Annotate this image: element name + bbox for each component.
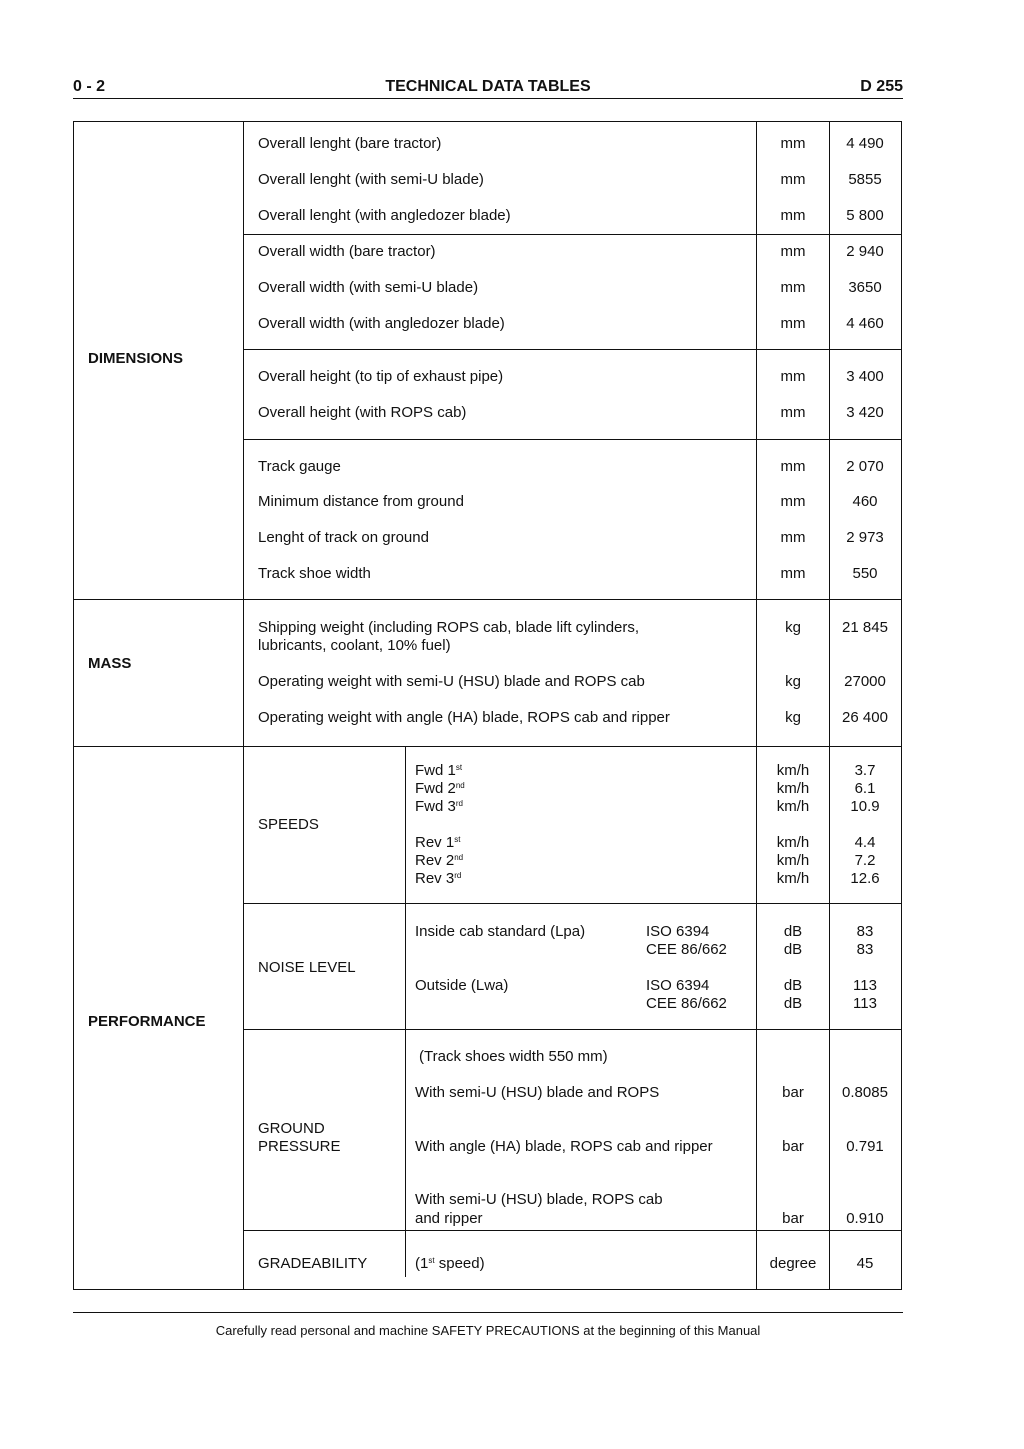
row-label: With semi-U (HSU) blade, ROPS cab bbox=[415, 1191, 663, 1208]
speed-label: Rev 2nd bbox=[415, 852, 464, 869]
row-value: 83 bbox=[856, 923, 874, 940]
ground-title-cont: PRESSURE bbox=[258, 1138, 341, 1155]
row-unit: km/h bbox=[776, 780, 810, 797]
noise-standard: CEE 86/662 bbox=[646, 995, 727, 1012]
row-value: 10.9 bbox=[850, 798, 880, 815]
gradeability-title: GRADEABILITY bbox=[258, 1255, 368, 1272]
row-value: 27000 bbox=[844, 673, 886, 690]
row-unit: mm bbox=[780, 279, 806, 296]
row-unit: mm bbox=[780, 243, 806, 260]
row-unit: dB bbox=[783, 977, 803, 994]
row-label: Lenght of track on ground bbox=[258, 529, 429, 546]
header-rule bbox=[73, 98, 903, 99]
row-label: Overall width (with semi-U blade) bbox=[258, 279, 479, 296]
row-value: 4 460 bbox=[846, 315, 884, 332]
row-value: 0.791 bbox=[846, 1138, 884, 1155]
row-label: Track shoe width bbox=[258, 565, 371, 582]
ground-title: GROUND bbox=[258, 1120, 325, 1137]
row-value: 3.7 bbox=[854, 762, 876, 779]
row-value: 83 bbox=[856, 941, 874, 958]
row-value: 0.910 bbox=[846, 1210, 884, 1227]
section-dimensions: DIMENSIONS bbox=[88, 350, 184, 367]
grid-line bbox=[73, 746, 902, 747]
row-unit: mm bbox=[780, 207, 806, 224]
row-unit: km/h bbox=[776, 852, 810, 869]
row-value: 550 bbox=[852, 565, 878, 582]
row-unit: mm bbox=[780, 315, 806, 332]
row-label: Operating weight with angle (HA) blade, ROPS cab and ripper bbox=[258, 709, 670, 726]
noise-standard: ISO 6394 bbox=[646, 923, 710, 940]
row-value: 5855 bbox=[848, 171, 882, 188]
grid-line bbox=[243, 1029, 902, 1030]
row-value: 3 400 bbox=[846, 368, 884, 385]
row-value: 4.4 bbox=[854, 834, 876, 851]
row-value: 460 bbox=[852, 493, 878, 510]
row-label: Minimum distance from ground bbox=[258, 493, 464, 510]
noise-label: Inside cab standard (Lpa) bbox=[415, 923, 586, 940]
row-value: 4 490 bbox=[846, 135, 884, 152]
row-unit: degree bbox=[769, 1255, 817, 1272]
row-value: 7.2 bbox=[854, 852, 876, 869]
row-unit: mm bbox=[780, 368, 806, 385]
gradeability-label: (1st speed) bbox=[415, 1255, 485, 1272]
speed-label: Fwd 1st bbox=[415, 762, 463, 779]
row-unit: km/h bbox=[776, 762, 810, 779]
row-label-cont: and ripper bbox=[415, 1210, 483, 1227]
row-unit: bar bbox=[782, 1138, 804, 1155]
speed-label: Fwd 2nd bbox=[415, 780, 465, 797]
row-unit: km/h bbox=[776, 834, 810, 851]
row-unit: mm bbox=[780, 529, 806, 546]
row-value: 6.1 bbox=[854, 780, 876, 797]
row-unit: mm bbox=[780, 565, 806, 582]
row-unit: dB bbox=[783, 923, 803, 940]
footer-rule bbox=[73, 1312, 903, 1313]
row-label: Shipping weight (including ROPS cab, blade lift cylinders, bbox=[258, 619, 640, 636]
row-value: 5 800 bbox=[846, 207, 884, 224]
row-unit: kg bbox=[785, 619, 801, 636]
row-label: Overall lenght (bare tractor) bbox=[258, 135, 442, 152]
speeds-title: SPEEDS bbox=[258, 816, 319, 833]
row-unit: dB bbox=[783, 941, 803, 958]
row-label: With angle (HA) blade, ROPS cab and ripper bbox=[415, 1138, 713, 1155]
row-value: 2 973 bbox=[846, 529, 884, 546]
row-unit: mm bbox=[780, 493, 806, 510]
row-unit: kg bbox=[785, 673, 801, 690]
row-unit: mm bbox=[780, 135, 806, 152]
section-performance: PERFORMANCE bbox=[88, 1013, 206, 1030]
speed-label: Rev 3rd bbox=[415, 870, 462, 887]
row-label: Overall height (to tip of exhaust pipe) bbox=[258, 368, 504, 385]
row-unit: dB bbox=[783, 995, 803, 1012]
grid-line bbox=[243, 121, 244, 1289]
row-unit: km/h bbox=[776, 870, 810, 887]
noise-standard: CEE 86/662 bbox=[646, 941, 727, 958]
row-value: 26 400 bbox=[842, 709, 888, 726]
row-label: With semi-U (HSU) blade and ROPS bbox=[415, 1084, 660, 1101]
row-value: 45 bbox=[856, 1255, 874, 1272]
grid-line bbox=[243, 1230, 902, 1231]
row-value: 0.8085 bbox=[842, 1084, 888, 1101]
grid-line bbox=[243, 234, 902, 235]
row-label: Overall width (with angledozer blade) bbox=[258, 315, 505, 332]
row-label: Overall width (bare tractor) bbox=[258, 243, 436, 260]
row-unit: mm bbox=[780, 404, 806, 421]
section-mass: MASS bbox=[88, 655, 132, 672]
row-label: Overall lenght (with semi-U blade) bbox=[258, 171, 484, 188]
row-unit: bar bbox=[782, 1084, 804, 1101]
model-label: D 255 bbox=[860, 78, 903, 95]
grid-line bbox=[243, 439, 902, 440]
noise-label: Outside (Lwa) bbox=[415, 977, 509, 994]
row-label: Track gauge bbox=[258, 458, 341, 475]
speed-label: Rev 1st bbox=[415, 834, 461, 851]
speed-label: Fwd 3rd bbox=[415, 798, 463, 815]
row-unit: mm bbox=[780, 171, 806, 188]
row-value: 113 bbox=[853, 977, 877, 994]
row-label: Overall height (with ROPS cab) bbox=[258, 404, 467, 421]
ground-note: (Track shoes width 550 mm) bbox=[419, 1048, 608, 1065]
page-number: 0 - 2 bbox=[73, 78, 106, 95]
noise-standard: ISO 6394 bbox=[646, 977, 710, 994]
row-value: 3650 bbox=[848, 279, 882, 296]
row-unit: km/h bbox=[776, 798, 810, 815]
row-label: Operating weight with semi-U (HSU) blade and ROPS cab bbox=[258, 673, 645, 690]
row-value: 2 940 bbox=[846, 243, 884, 260]
row-unit: mm bbox=[780, 458, 806, 475]
row-unit: bar bbox=[782, 1210, 804, 1227]
row-value: 113 bbox=[853, 995, 877, 1012]
row-unit: kg bbox=[785, 709, 801, 726]
row-value: 3 420 bbox=[846, 404, 884, 421]
row-value: 12.6 bbox=[850, 870, 880, 887]
row-value: 21 845 bbox=[842, 619, 888, 636]
footer-note: Carefully read personal and machine SAFETY PRECAUTIONS at the beginning of this Manual bbox=[215, 1323, 761, 1338]
grid-line bbox=[405, 747, 406, 1277]
row-label-cont: lubricants, coolant, 10% fuel) bbox=[258, 637, 451, 654]
grid-line bbox=[73, 599, 902, 600]
grid-line bbox=[243, 903, 902, 904]
noise-title: NOISE LEVEL bbox=[258, 959, 356, 976]
row-value: 2 070 bbox=[846, 458, 884, 475]
row-label: Overall lenght (with angledozer blade) bbox=[258, 207, 511, 224]
grid-line bbox=[243, 349, 902, 350]
page-title: TECHNICAL DATA TABLES bbox=[385, 78, 591, 95]
